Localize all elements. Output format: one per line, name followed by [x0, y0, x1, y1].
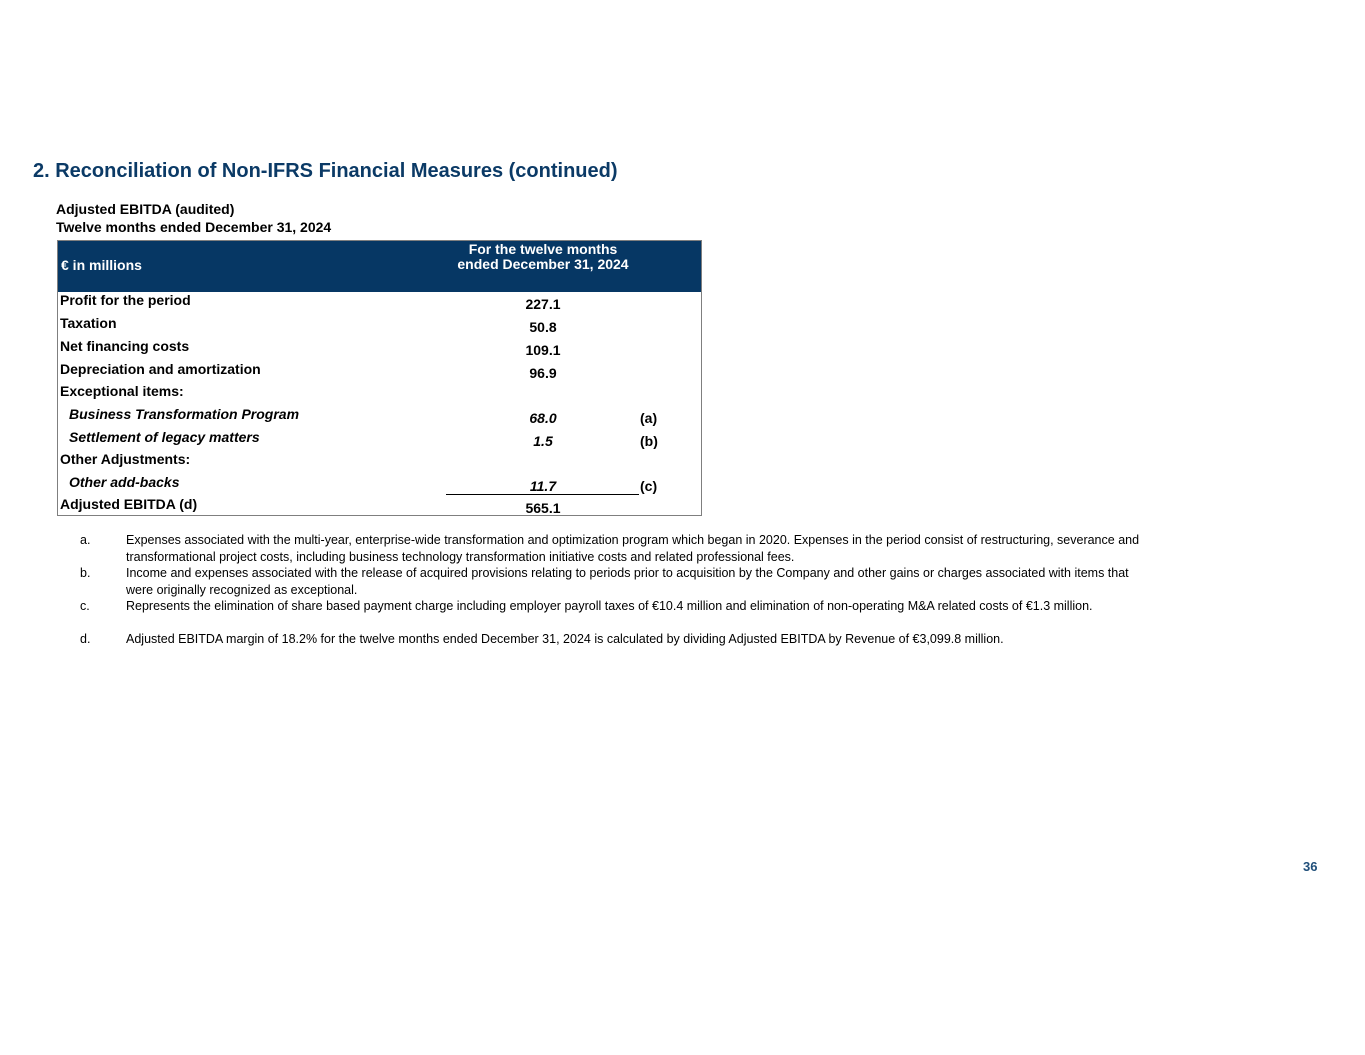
footnote-marker: c.: [80, 599, 90, 613]
table-row: [58, 315, 701, 337]
row-label: Net financing costs: [60, 338, 190, 354]
row-footnote-ref: (c): [640, 478, 658, 494]
table-row: [58, 406, 701, 428]
footnote-text: Adjusted EBITDA margin of 18.2% for the twelve months ended December 31, 2024 is calculated by dividing Adjusted EBITDA by Revenue of €3,099.8 million.: [126, 632, 1004, 646]
page-number: 36: [1303, 859, 1318, 874]
row-footnote-ref: (b): [640, 433, 658, 449]
row-label: Exceptional items:: [60, 383, 184, 399]
row-value: 109.1: [525, 342, 561, 358]
table-period: Twelve months ended December 31, 2024: [56, 219, 332, 235]
row-value: 50.8: [529, 319, 557, 335]
ebitda-table: [57, 240, 702, 516]
section-title: 2. Reconciliation of Non-IFRS Financial Measures (continued): [33, 160, 618, 182]
row-footnote-ref: (a): [640, 410, 658, 426]
footnote-marker: d.: [80, 632, 91, 646]
table-row: [58, 383, 701, 405]
row-label: Other Adjustments:: [60, 451, 191, 467]
table-row: [58, 361, 701, 383]
footnote-text: Represents the elimination of share based payment charge including employer payroll taxes of €10.4 million and elimination of non-operating M&A related costs of €1.3 million.: [126, 599, 1093, 613]
row-label: Adjusted EBITDA (d): [60, 496, 198, 512]
table-row-total: [58, 496, 701, 518]
row-value: 1.5: [533, 433, 553, 449]
row-value: 11.7: [529, 478, 557, 494]
row-value: 565.1: [525, 500, 561, 516]
header-period-column: For the twelve months ended December 31, 2024: [457, 241, 629, 272]
table-row: [58, 429, 701, 451]
row-value: 68.0: [529, 410, 557, 426]
table-title: Adjusted EBITDA (audited): [56, 201, 235, 217]
header-currency-label: € in millions: [61, 257, 142, 273]
row-label: Business Transformation Program: [69, 406, 300, 422]
row-value: 96.9: [529, 365, 557, 381]
row-label: Profit for the period: [60, 292, 191, 308]
row-label: Settlement of legacy matters: [69, 429, 260, 445]
table-row: [58, 451, 701, 473]
table-row: [58, 292, 701, 314]
row-label: Taxation: [60, 315, 117, 331]
row-label: Depreciation and amortization: [60, 361, 261, 377]
row-label: Other add-backs: [69, 474, 180, 490]
table-row: [58, 474, 701, 496]
table-row: [58, 338, 701, 360]
table-header: [58, 241, 701, 292]
footnote-text: Income and expenses associated with the release of acquired provisions relating to periods prior to acquisition by the Company and other gains or charges associated with items that were originally recognized as exceptional.: [126, 566, 1129, 597]
footnote-text: Expenses associated with the multi-year, enterprise-wide transformation and optimization program which began in 2020. Expenses in the period consist of restructuring, severance and transformational project costs, including business technology transformation initiative costs and related professional fees.: [126, 533, 1140, 564]
footnote-marker: b.: [80, 566, 91, 580]
subtotal-underline: [446, 494, 639, 495]
footnote-marker: a.: [80, 533, 91, 547]
row-value: 227.1: [525, 296, 561, 312]
